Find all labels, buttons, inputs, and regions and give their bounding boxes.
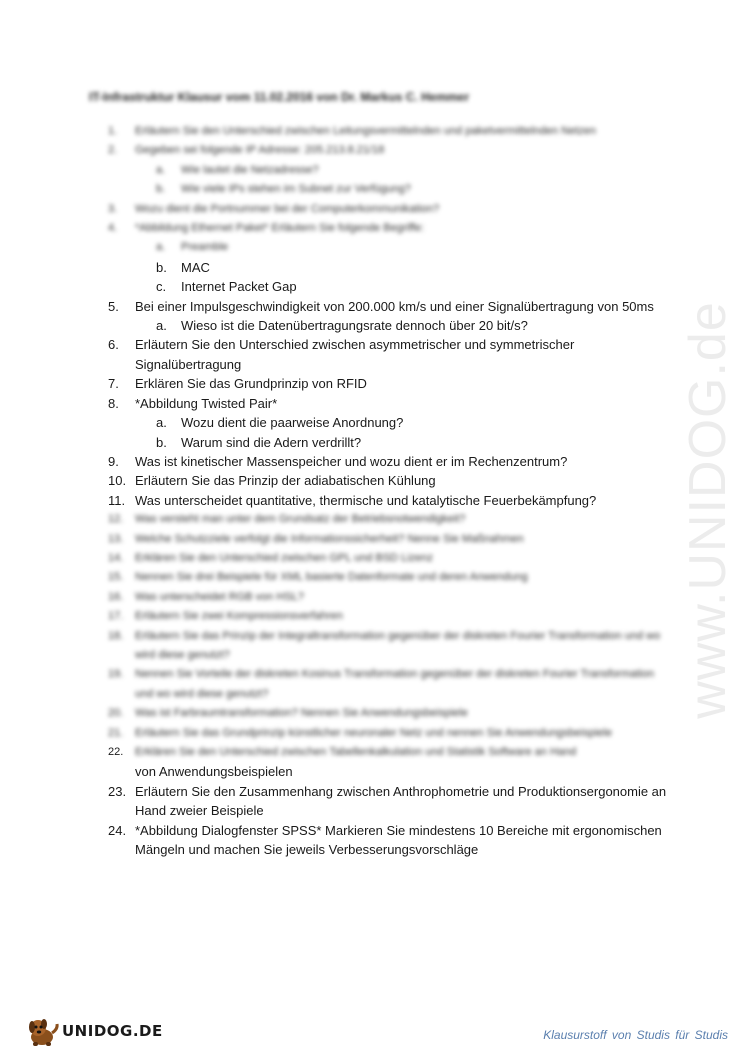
- question-item: [108, 510, 668, 529]
- question-text: [135, 549, 668, 568]
- question-number: 1.: [108, 125, 118, 137]
- subitem-text: Wie viele IPs stehen im Subnet zur Verfügung?: [181, 183, 411, 196]
- question-number: 10.: [108, 473, 127, 489]
- unidog-logo[interactable]: [24, 1015, 163, 1047]
- question-number: 17.: [108, 610, 124, 623]
- question-text: [135, 297, 668, 316]
- question-item: [108, 491, 668, 510]
- question-subitem: [108, 277, 668, 296]
- watermark: [668, 280, 748, 740]
- question-item: [108, 549, 668, 568]
- question-item: [108, 122, 668, 141]
- question-item: [108, 394, 668, 413]
- question-subitem: [108, 316, 668, 335]
- question-item: [108, 627, 668, 666]
- question-number: 4.: [108, 222, 118, 235]
- subitem-letter: a.: [156, 241, 166, 254]
- question-number: 11.: [108, 492, 126, 508]
- question-item: [108, 724, 668, 743]
- document-title: IT-Infrastruktur Klausur vom 11.02.2016 von Dr. Markus C. Hemmer: [89, 90, 470, 104]
- question-number: 12.: [108, 513, 124, 526]
- question-number: 6.: [108, 337, 119, 353]
- question-item: [108, 200, 668, 219]
- subitem-text: Internet Packet Gap: [181, 279, 297, 295]
- subitem-letter: a.: [156, 318, 167, 334]
- question-number: 8.: [108, 395, 119, 411]
- question-number: 20.: [108, 707, 124, 720]
- question-text-main: Was ist kinetischer Massenspeicher und wozu dient er im Rechenzentrum?: [135, 453, 568, 469]
- question-text-main: *Abbildung Twisted Pair*: [135, 395, 278, 411]
- question-text-main: Erläutern Sie das Prinzip der Integraltransformation gegenüber der diskreten Fourier Transformation und wo wird diese genutzt?: [135, 629, 661, 661]
- dog-icon: [24, 1015, 60, 1047]
- question-item: [108, 297, 668, 316]
- question-number: 13.: [108, 532, 124, 545]
- question-text-tail: von Anwendungsbeispielen: [135, 764, 293, 780]
- question-text: [135, 471, 668, 490]
- question-item: [108, 471, 668, 490]
- question-number: 2.: [108, 144, 118, 157]
- question-subitem: [108, 413, 668, 432]
- question-text-main: Erklären Sie den Unterschied zwischen GPL und BSD Lizenz: [135, 551, 433, 564]
- question-number: 24.: [108, 822, 127, 838]
- question-text-main: Nennen Sie Vorteile der diskreten Kosinus Transformation gegenüber der diskreten Fourier Transformation und wo wird diese genutzt?: [135, 668, 655, 700]
- question-text-main: Erläutern Sie den Unterschied zwischen Leitungsvermittelnden und paketvermittelnden Netzen: [135, 125, 597, 137]
- question-item: [108, 588, 668, 607]
- question-text-main: Erläutern Sie zwei Kompressionsverfahren: [135, 610, 343, 623]
- question-number: 23.: [108, 783, 127, 799]
- question-number: 14.: [108, 551, 124, 564]
- question-text: [135, 394, 668, 413]
- question-subitem: [108, 258, 668, 277]
- subitem-text: Wozu dient die paarweise Anordnung?: [181, 415, 404, 431]
- question-text-main: Was ist Farbraumtransformation? Nennen Sie Anwendungsbeispiele: [135, 707, 468, 720]
- subitem-text: Warum sind die Adern verdrillt?: [181, 434, 362, 450]
- question-text: [135, 607, 668, 626]
- question-text: [135, 530, 668, 549]
- question-text: [135, 141, 668, 160]
- question-item: [108, 335, 668, 374]
- question-text: [135, 452, 668, 471]
- subitem-letter: b.: [156, 434, 167, 450]
- question-text: [135, 704, 668, 723]
- question-text-main: Erläutern Sie das Grundprinzip künstlicher neuronaler Netz und nennen Sie Anwendungsbeispiele: [135, 726, 612, 739]
- question-item: [108, 219, 668, 238]
- subitem-letter: b.: [156, 183, 166, 196]
- question-number: 5.: [108, 298, 119, 314]
- question-item: [108, 374, 668, 393]
- question-text-main: Erklären Sie das Grundprinzip von RFID: [135, 376, 367, 392]
- question-item: [108, 530, 668, 549]
- footer-tagline: Klausurstoff von Studis für Studis: [543, 1028, 728, 1042]
- question-text: [135, 568, 668, 587]
- question-text-main: Wozu dient die Portnummer bei der Computerkommunikation?: [135, 202, 440, 215]
- question-text-main: Was unterscheidet RGB von HSL?: [135, 590, 304, 603]
- question-text: [135, 200, 668, 219]
- question-number: 7.: [108, 376, 119, 392]
- subitem-text: Wieso ist die Datenübertragungsrate dennoch über 20 bit/s?: [181, 318, 528, 334]
- question-text-main: *Abbildung Ethernet Paket* Erläutern Sie folgende Begriffe:: [135, 222, 425, 235]
- question-text: [135, 743, 668, 782]
- question-text: [135, 821, 668, 860]
- question-text-main: Erläutern Sie den Unterschied zwischen asymmetrischer und symmetrischer Signalübertragung: [135, 337, 575, 372]
- question-text: [135, 491, 668, 510]
- question-text: [135, 782, 668, 821]
- question-subitem: [108, 433, 668, 452]
- question-number: 9.: [108, 453, 119, 469]
- question-subitem: [108, 161, 668, 180]
- question-text-main: *Abbildung Dialogfenster SPSS* Markieren Sie mindestens 10 Bereiche mit ergonomischen Mängeln und machen Sie jeweils Verbesserungsvorschläge: [135, 822, 662, 858]
- question-number: 3.: [108, 202, 118, 215]
- question-text-main: Erläutern Sie den Zusammenhang zwischen Anthrophometrie und Produktionsergonomie an Hand zweier Beispiele: [135, 783, 667, 819]
- subitem-letter: c.: [156, 279, 167, 295]
- question-text: [135, 122, 668, 141]
- question-item: [108, 743, 668, 782]
- logo-text: UNIDOG.DE: [62, 1022, 163, 1040]
- question-subitem: [108, 238, 668, 257]
- subitem-letter: b.: [156, 259, 167, 275]
- question-item: [108, 782, 668, 821]
- question-item: [108, 141, 668, 160]
- question-number: 21.: [108, 726, 124, 739]
- question-item: [108, 607, 668, 626]
- question-list: [108, 122, 668, 859]
- question-subitem: [108, 180, 668, 199]
- question-text-main: Erklären Sie den Unterschied zwischen Tabellenkalkulation und Statistik Software an Hand: [135, 746, 577, 758]
- subitem-letter: a.: [156, 415, 167, 431]
- subitem-letter: a.: [156, 163, 166, 176]
- question-text-main: Nennen Sie drei Beispiele für XML basierte Datenformate und deren Anwendung: [135, 571, 528, 584]
- subitem-text: Wie lautet die Netzadresse?: [181, 163, 319, 176]
- question-text: [135, 335, 668, 374]
- question-text: [135, 510, 668, 529]
- question-text: [135, 588, 668, 607]
- question-text-main: Was versteht man unter dem Grundsatz der Betriebsnotwendigkeit?: [135, 513, 466, 526]
- question-text-main: Bei einer Impulsgeschwindigkeit von 200.000 km/s und einer Signalübertragung von 50ms: [135, 298, 654, 314]
- question-number: 16.: [108, 590, 124, 603]
- question-text-main: Erläutern Sie das Prinzip der adiabatischen Kühlung: [135, 473, 436, 489]
- question-item: [108, 452, 668, 471]
- question-text-main: Gegeben sei folgende IP Adresse: 205.213.8.21/18: [135, 144, 385, 157]
- question-item: [108, 821, 668, 860]
- subitem-text: Preamble: [181, 241, 229, 254]
- watermark-text: www.UNIDOG.de: [679, 301, 737, 719]
- question-text: [135, 219, 668, 238]
- question-text: [135, 627, 668, 666]
- question-text-main: Welche Schutzziele verfolgt die Informationssicherheit? Nenne Sie Maßnahmen: [135, 532, 524, 545]
- question-item: [108, 568, 668, 587]
- question-text: [135, 374, 668, 393]
- question-text: [135, 665, 668, 704]
- subitem-text: MAC: [181, 259, 210, 275]
- question-number: 15.: [108, 571, 124, 584]
- question-item: [108, 704, 668, 723]
- question-text-main: Was unterscheidet quantitative, thermische und katalytische Feuerbekämpfung?: [135, 492, 597, 508]
- question-item: [108, 665, 668, 704]
- question-number: 22.: [108, 746, 124, 758]
- question-text: [135, 724, 668, 743]
- question-number: 18.: [108, 629, 124, 642]
- question-number: 19.: [108, 668, 124, 681]
